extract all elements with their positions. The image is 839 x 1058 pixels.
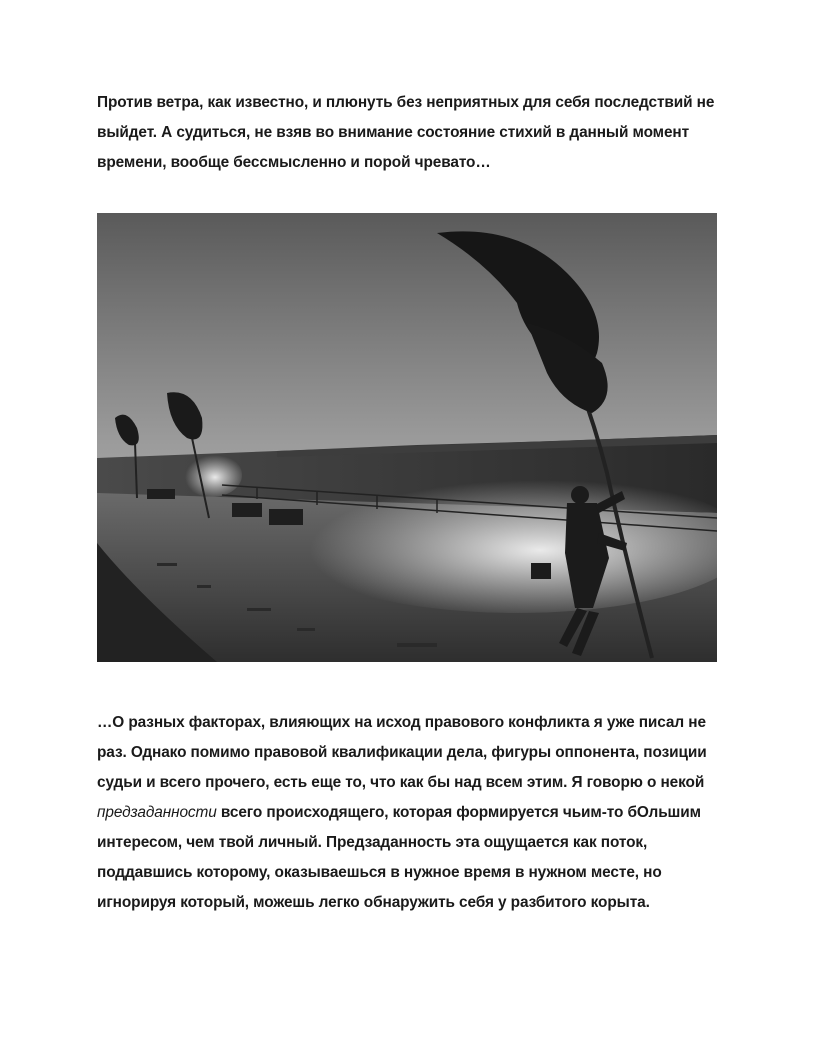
body-line-1: …О разных факторах, влияющих на исход правового конфликта я уже писал не bbox=[97, 714, 706, 731]
body-line-2: раз. Однако помимо правовой квалификации дела, фигуры оппонента, позиции bbox=[97, 744, 707, 761]
body-line-4-rest: всего происходящего, которая формируется чьим-то бОльшим bbox=[216, 804, 701, 821]
body-line-3: судьи и всего прочего, есть еще то, что как бы над всем этим. Я говорю о некой bbox=[97, 774, 705, 791]
body-line-5: интересом, чем твой личный. Предзаданность эта ощущается как поток, bbox=[97, 834, 648, 851]
body-paragraph bbox=[97, 708, 737, 918]
windstorm-illustration bbox=[97, 213, 717, 662]
body-line-4 bbox=[97, 798, 737, 828]
intro-line-2: выйдет. А судиться, не взяв во внимание состояние стихий в данный момент bbox=[97, 124, 690, 141]
italic-term: предзаданности bbox=[97, 804, 217, 821]
windstorm-photo bbox=[97, 213, 717, 662]
body-line-7: игнорируя который, можешь легко обнаружить себя у разбитого корыта. bbox=[97, 894, 650, 911]
intro-line-1: Против ветра, как известно, и плюнуть без неприятных для себя последствий не bbox=[97, 94, 715, 111]
intro-paragraph bbox=[97, 88, 722, 178]
intro-line-3: времени, вообще бессмысленно и порой чревато… bbox=[97, 154, 491, 171]
wave-spray-left bbox=[182, 453, 242, 497]
body-line-6: поддавшись которому, оказываешься в нужное время в нужном месте, но bbox=[97, 864, 662, 881]
